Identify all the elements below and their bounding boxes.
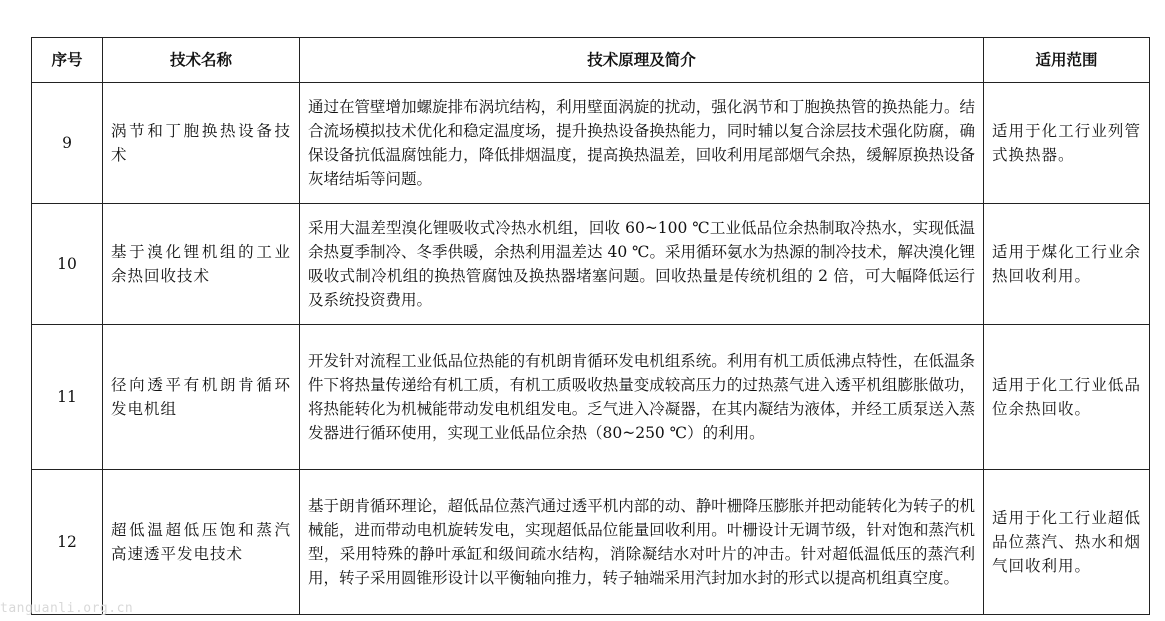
tech-name: 径向透平有机朗肯循环发电机组 bbox=[103, 325, 300, 470]
tech-name: 基于溴化锂机组的工业余热回收技术 bbox=[103, 204, 300, 325]
watermark-text: tanguanli.org.cn bbox=[0, 601, 134, 616]
tech-description: 开发针对流程工业低品位热能的有机朗肯循环发电机组系统。利用有机工质低沸点特性，在低温条件下将热量传递给有机工质，有机工质吸收热量变成较高压力的过热蒸气进入透平机组膨胀做功，将热能转化为机械能带动发电机组发电。乏气进入冷凝器，在其内凝结为液体，并经工质泵送入蒸发器进行循环使用，实现工业低品位余热（80~250 ℃）的利用。 bbox=[300, 325, 984, 470]
header-name: 技术名称 bbox=[103, 38, 300, 83]
table-row bbox=[32, 83, 1150, 204]
tech-scope: 适用于化工行业列管式换热器。 bbox=[984, 83, 1150, 204]
table-row bbox=[32, 204, 1150, 325]
tech-description: 采用大温差型溴化锂吸收式冷热水机组，回收 60~100 ℃工业低品位余热制取冷热水，实现低温余热夏季制冷、冬季供暖，余热利用温差达 40 ℃。采用循环氨水为热源的制冷技术，解决溴化锂吸收式制冷机组的换热管腐蚀及换热器堵塞问题。回收热量是传统机组的 2 倍，可大幅降低运行及系统投资费用。 bbox=[300, 204, 984, 325]
technology-table bbox=[31, 37, 1150, 615]
table-row bbox=[32, 325, 1150, 470]
header-scope: 适用范围 bbox=[984, 38, 1150, 83]
header-desc: 技术原理及简介 bbox=[300, 38, 984, 83]
tech-name: 涡节和丁胞换热设备技术 bbox=[103, 83, 300, 204]
tech-scope: 适用于煤化工行业余热回收利用。 bbox=[984, 204, 1150, 325]
tech-description: 基于朗肯循环理论，超低品位蒸汽通过透平机内部的动、静叶栅降压膨胀并把动能转化为转子的机械能，进而带动电机旋转发电，实现超低品位能量回收利用。叶栅设计无调节级，针对饱和蒸汽机型，采用特殊的静叶承缸和级间疏水结构，消除凝结水对叶片的冲击。针对超低温低压的蒸汽利用，转子采用圆锥形设计以平衡轴向推力，转子轴端采用汽封加水封的形式以提高机组真空度。 bbox=[300, 470, 984, 615]
header-row bbox=[32, 38, 1150, 83]
tech-scope: 适用于化工行业超低品位蒸汽、热水和烟气回收利用。 bbox=[984, 470, 1150, 615]
row-number: 11 bbox=[32, 325, 103, 470]
row-number: 9 bbox=[32, 83, 103, 204]
row-number: 10 bbox=[32, 204, 103, 325]
tech-description: 通过在管壁增加螺旋排布涡坑结构，利用壁面涡旋的扰动，强化涡节和丁胞换热管的换热能力。结合流场模拟技术优化和稳定温度场，提升换热设备换热能力，同时辅以复合涂层技术强化防腐，确保设备抗低温腐蚀能力，降低排烟温度，提高换热温差，回收利用尾部烟气余热，缓解原换热设备灰堵结垢等问题。 bbox=[300, 83, 984, 204]
tech-name: 超低温超低压饱和蒸汽高速透平发电技术 bbox=[103, 470, 300, 615]
row-number: 12 bbox=[32, 470, 103, 615]
header-no: 序号 bbox=[32, 38, 103, 83]
table-row bbox=[32, 470, 1150, 615]
tech-scope: 适用于化工行业低品位余热回收。 bbox=[984, 325, 1150, 470]
